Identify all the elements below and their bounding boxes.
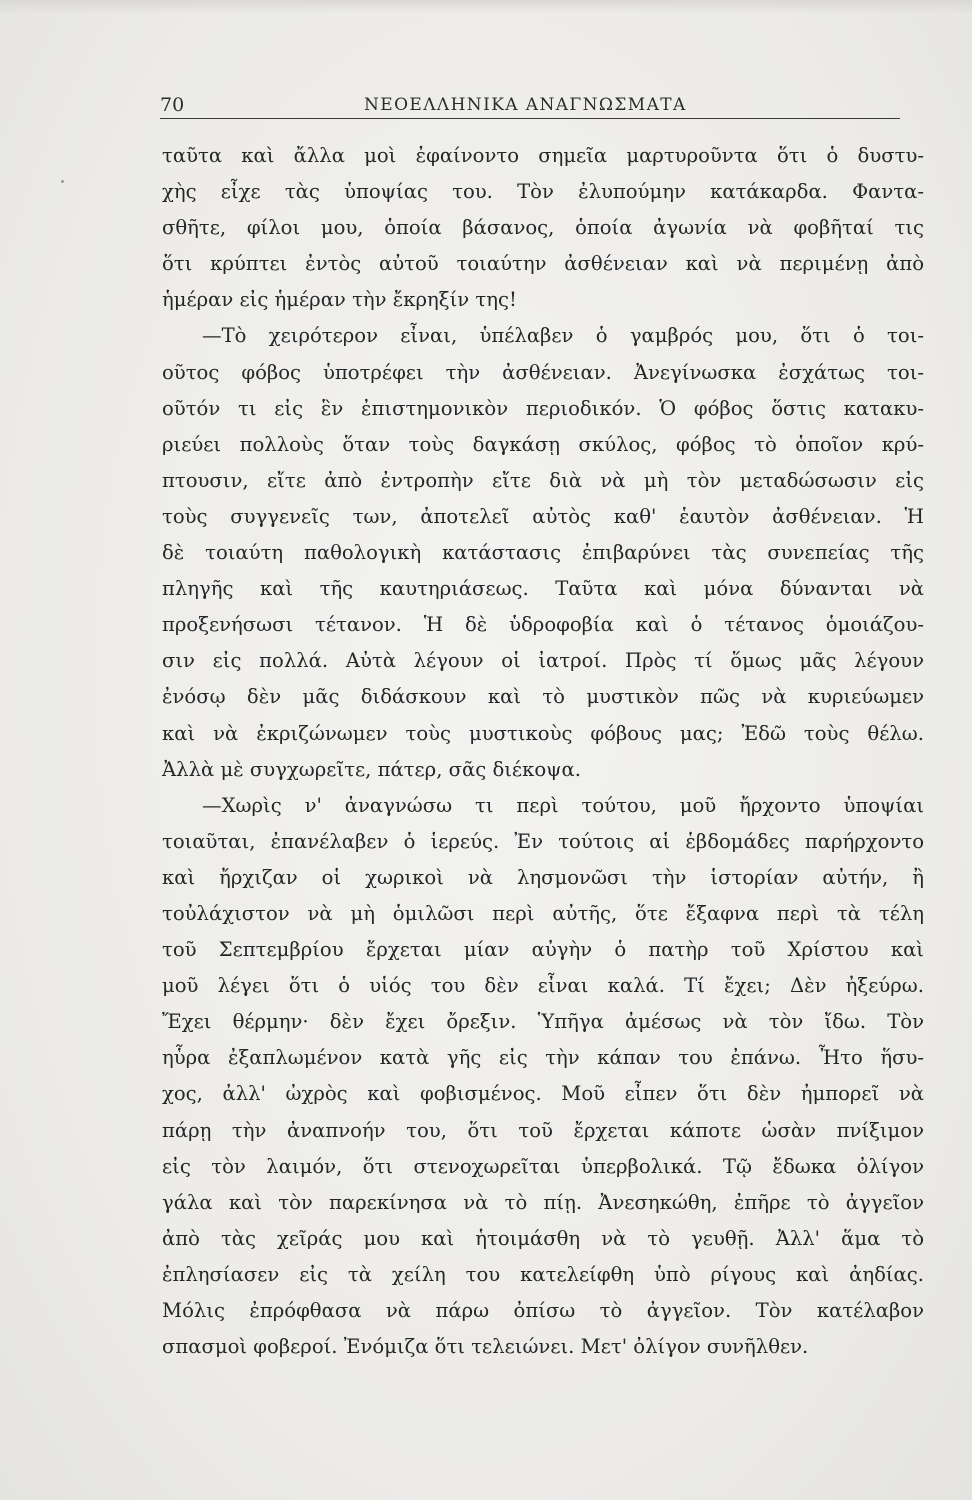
text-line: Ἀλλὰ μὲ συγχωρεῖτε, πάτερ, σᾶς διέκοψα.: [162, 757, 581, 781]
text-line: τοῦ Σεπτεμβρίου ἔρχεται μίαν αὐγὴν ὁ πατὴρ τοῦ Χρίστου καὶ: [162, 938, 924, 962]
text-line: ἡμέραν εἰς ἡμέραν τὴν ἔκρηξίν της!: [162, 288, 517, 312]
text-line: Ἔχει θέρμην· δὲν ἔχει ὄρεξιν. Ὑπῆγα ἀμέσως νὰ τὸν ἴδω. Τὸν: [162, 1010, 924, 1034]
page-header: [160, 92, 900, 119]
text-line: πτουσιν, εἴτε ἀπὸ ἐντροπὴν εἴτε διὰ νὰ μὴ τὸν μεταδώσωσιν εἰς: [162, 468, 924, 492]
text-line: χος, ἀλλ' ὠχρὸς καὶ φοβισμένος. Μοῦ εἶπεν ὅτι δὲν ἠμπορεῖ νὰ: [162, 1082, 924, 1106]
page-number: 70: [160, 94, 185, 116]
text-line: σπασμοὶ φοβεροί. Ἐνόμιζα ὅτι τελειώνει. Μετ' ὀλίγον συνῆλθεν.: [162, 1335, 809, 1359]
paper-speck: [61, 180, 64, 183]
text-line: —Τὸ χειρότερον εἶναι, ὑπέλαβεν ὁ γαμβρός μου, ὅτι ὁ τοι-: [202, 324, 924, 348]
text-line: ὅτι κρύπτει ἐντὸς αὐτοῦ τοιαύτην ἀσθένειαν καὶ νὰ περιμένῃ ἀπὸ: [162, 252, 924, 276]
text-line: δὲ τοιαύτη παθολογικὴ κατάστασις ἐπιβαρύνει τὰς συνεπείας τῆς: [162, 541, 924, 565]
body-text: [162, 138, 922, 1365]
text-line: ἐπλησίασεν εἰς τὰ χείλη του κατελείφθη ὑπὸ ρίγους καὶ ἀηδίας.: [162, 1262, 924, 1286]
text-line: σιν εἰς πολλά. Αὐτὰ λέγουν οἱ ἰατροί. Πρὸς τί ὅμως μᾶς λέγουν: [162, 649, 924, 673]
text-line: καὶ ἤρχιζαν οἱ χωρικοὶ νὰ λησμονῶσι τὴν ἱστορίαν αὐτήν, ἢ: [162, 865, 924, 889]
text-line: πάρῃ τὴν ἀναπνοήν του, ὅτι τοῦ ἔρχεται κάποτε ὡσὰν πνίξιμον: [162, 1118, 924, 1142]
text-line: ηὗρα ἐξαπλωμένον κατὰ γῆς εἰς τὴν κάπαν του ἐπάνω. Ἦτο ἥσυ-: [162, 1046, 924, 1070]
text-line: καὶ νὰ ἐκριζώνωμεν τοὺς μυστικοὺς φόβους μας; Ἐδῶ τοὺς θέλω.: [162, 721, 924, 745]
text-line: τοιαῦται, ἐπανέλαβεν ὁ ἱερεύς. Ἐν τούτοις αἱ ἑβδομάδες παρήρχοντο: [162, 829, 924, 853]
text-line: εἰς τὸν λαιμόν, ὅτι στενοχωρεῖται ὑπερβολικά. Τῷ ἔδωκα ὀλίγον: [162, 1154, 924, 1178]
text-line: μοῦ λέγει ὅτι ὁ υἱός του δὲν εἶναι καλά. Τί ἔχει; Δὲν ἠξεύρω.: [162, 974, 924, 998]
text-line: πληγῆς καὶ τῆς καυτηριάσεως. Ταῦτα καὶ μόνα δύνανται νὰ: [162, 577, 924, 601]
text-line: τοὺς συγγενεῖς των, ἀποτελεῖ αὐτὸς καθ' ἑαυτὸν ἀσθένειαν. Ἡ: [162, 504, 924, 528]
page-top-shadow: [0, 0, 972, 14]
running-title: ΝΕΟΕΛΛΗΝΙΚΑ ΑΝΑΓΝΩΣΜΑΤΑ: [364, 95, 687, 115]
text-line: οῦτος φόβος ὑποτρέφει τὴν ἀσθένειαν. Ἀνεγίνωσκα ἐσχάτως τοι-: [162, 360, 924, 384]
text-line: —Χωρὶς ν' ἀναγνώσω τι περὶ τούτου, μοῦ ἤρχοντο ὑποψίαι: [202, 793, 924, 817]
text-line: σθῆτε, φίλοι μου, ὁποία βάσανος, ὁποία ἀγωνία νὰ φοβῆταί τις: [162, 216, 924, 240]
text-line: οῦτόν τι εἰς ἓν ἐπιστημονικὸν περιοδικόν. Ὁ φόβος ὅστις κατακυ-: [162, 396, 924, 420]
text-line: Μόλις ἐπρόφθασα νὰ πάρω ὀπίσω τὸ ἀγγεῖον. Τὸν κατέλαβον: [162, 1299, 924, 1322]
text-line: προξενήσωσι τέτανον. Ἡ δὲ ὑδροφοβία καὶ ὁ τέτανος ὁμοιάζου-: [162, 613, 924, 637]
text-line: ριεύει πολλοὺς ὅταν τοὺς δαγκάσῃ σκύλος, φόβος τὸ ὁποῖον κρύ-: [162, 432, 924, 456]
text-line: ταῦτα καὶ ἄλλα μοὶ ἐφαίνοντο σημεῖα μαρτυροῦντα ὅτι ὁ δυστυ-: [162, 144, 924, 167]
text-line: γάλα καὶ τὸν παρεκίνησα νὰ τὸ πίῃ. Ἀνεσηκώθη, ἐπῆρε τὸ ἀγγεῖον: [162, 1190, 924, 1214]
text-line: ἐνόσῳ δὲν μᾶς διδάσκουν καὶ τὸ μυστικὸν πῶς νὰ κυριεύωμεν: [162, 685, 924, 709]
text-line: ἀπὸ τὰς χεῖράς μου καὶ ἡτοιμάσθη νὰ τὸ γευθῇ. Ἀλλ' ἅμα τὸ: [162, 1226, 924, 1250]
text-line: χὴς εἶχε τὰς ὑποψίας του. Τὸν ἐλυπούμην κατάκαρδα. Φαντα-: [162, 180, 924, 204]
text-line: τοὐλάχιστον νὰ μὴ ὁμιλῶσι περὶ αὐτῆς, ὅτε ἔξαφνα περὶ τὰ τέλη: [162, 901, 924, 925]
